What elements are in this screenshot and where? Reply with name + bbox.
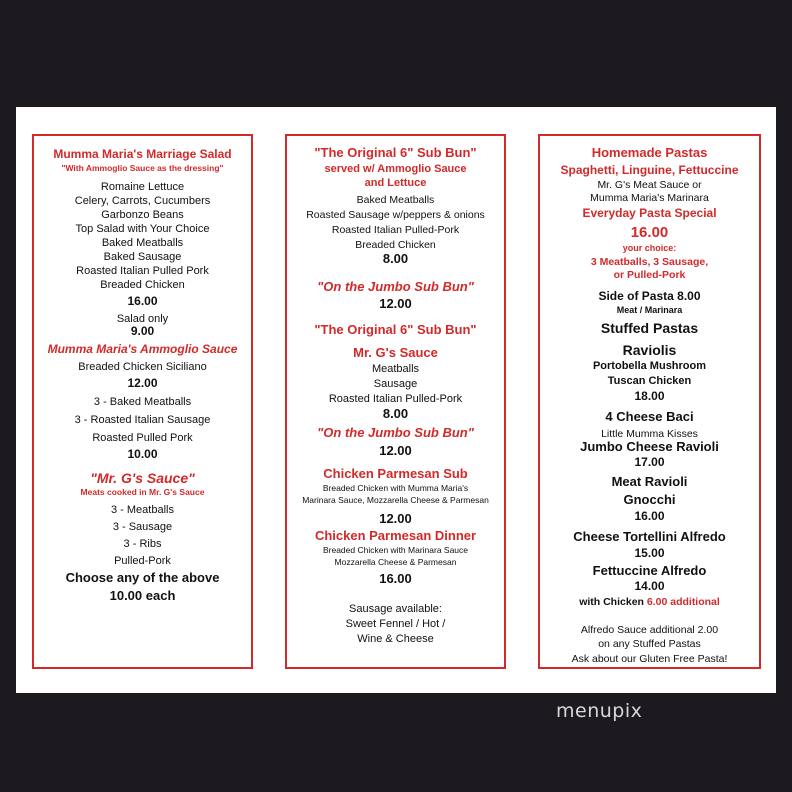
list-item: Roasted Italian Pulled-Pork — [331, 224, 460, 236]
list-item: Baked Meatballs — [356, 194, 435, 206]
list-item: Baked Meatballs — [101, 237, 184, 249]
sub-price: 8.00 — [382, 251, 409, 266]
list-item: Sausage — [373, 378, 418, 390]
choice-options-2: or Pulled-Pork — [613, 269, 686, 281]
mrg-sauce-title: "Mr. G's Sauce" — [90, 470, 195, 486]
sausage-options-2: Wine & Cheese — [357, 633, 434, 645]
list-item: Breaded Chicken — [100, 279, 185, 291]
jumbo-sub-price-2: 12.00 — [379, 443, 412, 458]
menu-sheet — [16, 107, 776, 693]
original-sub-title: "The Original 6" Sub Bun" — [314, 145, 477, 160]
list-item: Tuscan Chicken — [607, 375, 692, 387]
jumbo-cheese-ravioli-price: 17.00 — [634, 455, 665, 469]
list-item: Baked Sausage — [103, 251, 182, 263]
list-item: 3 - Roasted Italian Sausage — [74, 414, 211, 426]
ammoglio-items-price: 10.00 — [127, 447, 158, 461]
salad-column — [32, 134, 253, 669]
homemade-pastas-title: Homemade Pastas — [591, 145, 708, 160]
ammoglio-price: 12.00 — [127, 376, 158, 390]
raviolis-price: 18.00 — [634, 389, 665, 403]
tortellini-price: 15.00 — [634, 546, 665, 560]
list-item: Top Salad with Your Choice — [75, 223, 210, 235]
list-item: Celery, Carrots, Cucumbers — [74, 195, 211, 207]
chicken-parmesan-dinner-desc: Breaded Chicken with Marinara Sauce — [322, 545, 469, 555]
pasta-column — [538, 134, 761, 669]
alfredo-note: Alfredo Sauce additional 2.00 — [580, 624, 719, 636]
side-of-pasta-options: Meat / Marinara — [616, 305, 683, 315]
chicken-parmesan-sub-desc-2: Marinara Sauce, Mozzarella Cheese & Parmesan — [302, 495, 489, 505]
list-item: Roasted Sausage w/peppers & onions — [306, 209, 485, 221]
gnocchi-price: 16.00 — [634, 509, 665, 523]
cheese-baci-title: 4 Cheese Baci — [605, 409, 694, 424]
choose-any-label: Choose any of the above — [65, 570, 220, 585]
sub-bun-column — [285, 134, 506, 669]
chicken-parmesan-sub-title: Chicken Parmesan Sub — [323, 466, 468, 481]
list-item: Roasted Italian Pulled-Pork — [328, 393, 463, 405]
list-item: 3 - Baked Meatballs — [93, 396, 192, 408]
mrg-sauce-subtitle: Meats cooked in Mr. G's Sauce — [80, 487, 205, 497]
salad-subtitle: "With Ammoglio Sauce as the dressing" — [61, 163, 224, 173]
menupix-watermark: menupix — [556, 700, 643, 722]
salad-only-price: 9.00 — [130, 324, 155, 338]
original-sub-title-2: "The Original 6" Sub Bun" — [314, 322, 477, 337]
choice-label: your choice: — [622, 243, 677, 253]
sausage-available-label: Sausage available: — [349, 603, 442, 615]
list-item: Meatballs — [371, 363, 420, 375]
list-item: 3 - Sausage — [112, 521, 173, 533]
jumbo-sub-title: "On the Jumbo Sub Bun" — [317, 279, 474, 294]
list-item: Pulled-Pork — [114, 555, 171, 567]
original-sub-subtitle-2: and Lettuce — [364, 177, 427, 189]
list-item: 3 - Ribs — [123, 538, 162, 550]
chicken-parmesan-dinner-title: Chicken Parmesan Dinner — [314, 528, 477, 543]
fettuccine-price: 14.00 — [634, 579, 665, 593]
list-item: Roasted Pulled Pork — [92, 432, 193, 444]
raviolis-title: Raviolis — [622, 342, 677, 358]
salad-only-label: Salad only — [116, 313, 169, 325]
list-item: Breaded Chicken — [355, 239, 436, 251]
sausage-options: Sweet Fennel / Hot / — [345, 618, 446, 630]
list-item: Roasted Italian Pulled Pork — [76, 265, 209, 277]
meat-ravioli: Meat Ravioli — [611, 474, 688, 489]
list-item: Romaine Lettuce — [100, 181, 185, 193]
with-chicken-label: with Chicken — [579, 596, 644, 608]
little-mumma-kisses: Little Mumma Kisses — [601, 428, 698, 440]
fettuccine-alfredo: Fettuccine Alfredo — [592, 563, 707, 578]
with-chicken-additional: 6.00 additional — [646, 596, 720, 608]
salad-price: 16.00 — [127, 294, 158, 308]
chicken-parmesan-dinner-price: 16.00 — [379, 571, 412, 586]
each-price: 10.00 each — [109, 588, 176, 603]
chicken-parmesan-sub-price: 12.00 — [379, 511, 412, 526]
everyday-special-title: Everyday Pasta Special — [582, 206, 717, 220]
list-item: 3 - Meatballs — [111, 504, 174, 516]
jumbo-sub-title-2: "On the Jumbo Sub Bun" — [317, 425, 474, 440]
stuffed-pastas-title: Stuffed Pastas — [600, 320, 699, 336]
cheese-tortellini-alfredo: Cheese Tortellini Alfredo — [573, 529, 726, 544]
jumbo-sub-price: 12.00 — [379, 296, 412, 311]
pasta-sauce: Mr. G's Meat Sauce or — [597, 179, 702, 191]
side-of-pasta: Side of Pasta 8.00 — [598, 289, 701, 303]
with-chicken-line — [540, 596, 759, 608]
list-item: Breaded Chicken Siciliano — [78, 361, 207, 373]
ammoglio-title: Mumma Maria's Ammoglio Sauce — [47, 342, 238, 356]
list-item: Garbonzo Beans — [101, 209, 184, 221]
gluten-free-note: Ask about our Gluten Free Pasta! — [571, 653, 728, 665]
chicken-parmesan-sub-desc: Breaded Chicken with Mumma Maria's — [322, 483, 469, 493]
list-item: Portobella Mushroom — [592, 360, 707, 372]
original-sub-subtitle: served w/ Ammoglio Sauce — [324, 163, 467, 175]
pasta-sauce-2: Mumma Maria's Marinara — [590, 192, 709, 204]
mrg-sub-price: 8.00 — [382, 406, 409, 421]
gnocchi: Gnocchi — [623, 492, 676, 507]
jumbo-cheese-ravioli: Jumbo Cheese Ravioli — [580, 439, 719, 454]
everyday-special-price: 16.00 — [630, 224, 669, 241]
mrg-sauce-title: Mr. G's Sauce — [353, 345, 438, 360]
salad-title: Mumma Maria's Marriage Salad — [53, 147, 232, 161]
chicken-parmesan-dinner-desc-2: Mozzarella Cheese & Parmesan — [334, 557, 457, 567]
choice-options: 3 Meatballs, 3 Sausage, — [590, 256, 709, 268]
pasta-types: Spaghetti, Linguine, Fettuccine — [560, 163, 739, 177]
alfredo-note-2: on any Stuffed Pastas — [598, 638, 701, 650]
